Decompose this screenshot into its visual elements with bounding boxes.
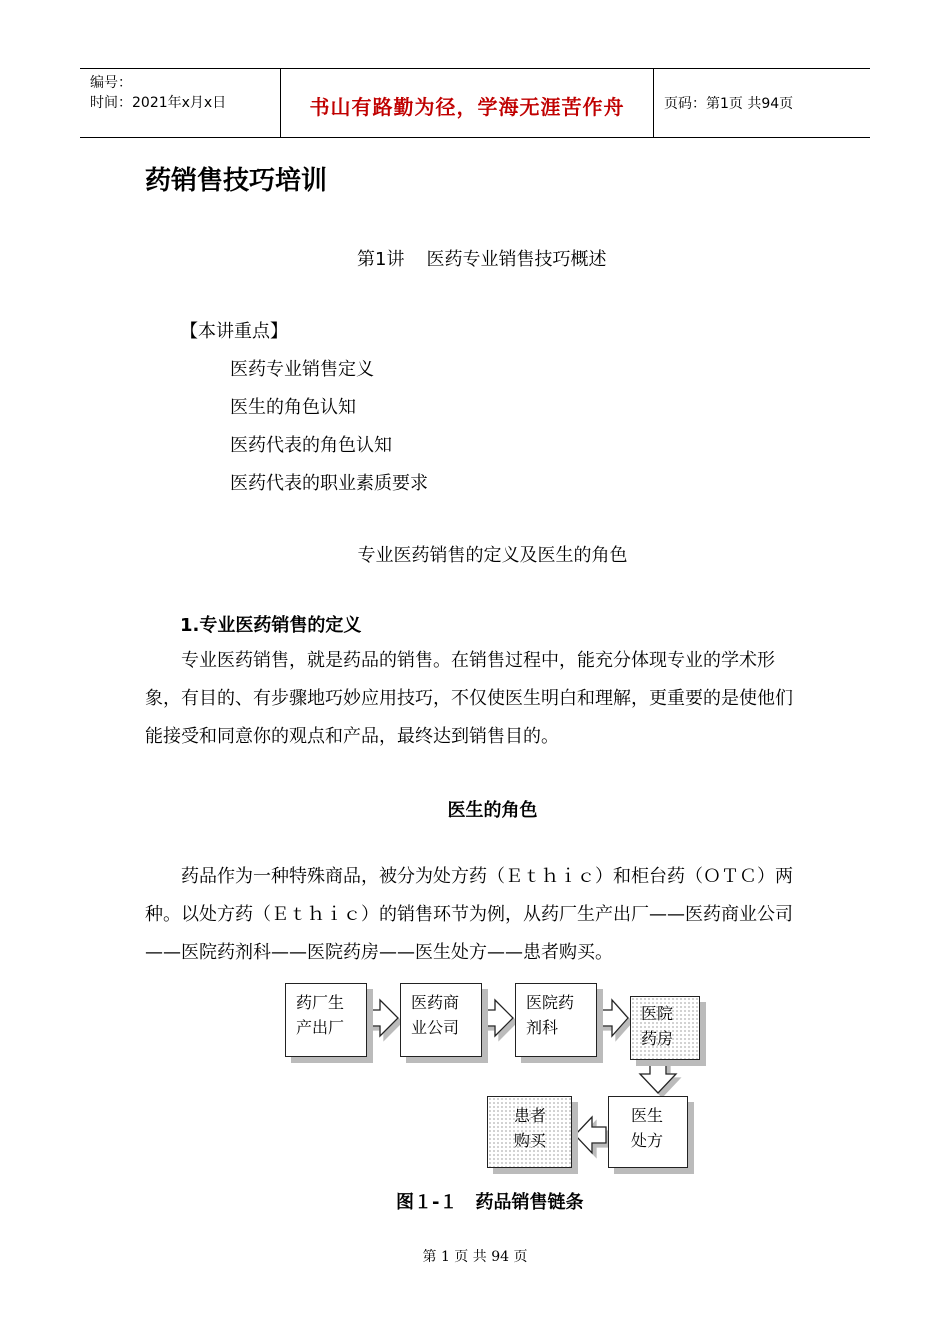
key-point-item: 医药代表的角色认知 [230,435,392,456]
left-arrow-icon [575,1117,606,1153]
definition-paragraph: 专业医药销售，就是药品的销售。在销售过程中，能充分体现专业的学术形象，有目的、有步骤地巧妙应用技巧，不仅使医生明白和理解，更重要的是使他们能接受和同意你的观点和产品，最终达到销售目的。 [145,650,793,747]
document-title: 药销售技巧培训 [145,166,328,196]
flow-box-text: 购买 [514,1131,547,1150]
figure-number: 图１-１ [396,1192,458,1213]
flow-box-prescription [608,1096,688,1168]
section-title: 专业医药销售的定义及医生的角色 [357,545,628,566]
flow-box-factory [285,983,367,1057]
key-point-item: 医生的角色认知 [230,397,356,418]
time-label: 时间：2021年x月x日 [90,95,227,111]
subsection-heading: 1.专业医药销售的定义 [180,615,362,636]
flow-box-text: 药厂生 [296,993,345,1012]
serial-label: 编号： [90,75,132,91]
figure-caption [396,1188,583,1214]
key-point-item: 医药代表的职业素质要求 [230,473,428,494]
down-arrow-icon [640,1062,676,1093]
figure-title: 药品销售链条 [475,1192,584,1213]
page-footer: 第 1 页 共 94 页 [422,1249,528,1265]
key-point-item: 医药专业销售定义 [230,359,374,380]
flow-box-pharmacy-dept [515,983,597,1057]
flow-box-text: 医生 [631,1106,664,1125]
flow-box-text: 产出厂 [296,1018,345,1037]
flow-box-patient [487,1096,572,1168]
flow-box-text: 医院药 [526,993,575,1012]
flow-box-hospital-pharmacy [630,996,700,1060]
flow-box-text: 医药商 [411,993,460,1012]
doctor-role-paragraph: 药品作为一种特殊商品，被分为处方药（Ｅｔｈｉｃ）和柜台药（ＯＴＣ）两种。以处方药（Ｅｔｈｉｃ）的销售环节为例，从药厂生产出厂——医药商业公司——医院药剂科——医院药房——医生处方——患者购买。 [145,866,793,963]
flow-box-text: 业公司 [411,1018,460,1037]
right-arrow-icon [482,1000,513,1036]
flow-box-text: 患者 [514,1106,547,1125]
page-info: 页码：第1页 共94页 [664,96,794,112]
flow-box-commercial [400,983,482,1057]
right-arrow-icon [597,1000,628,1036]
flow-box-text: 药房 [641,1029,674,1048]
flow-box-text: 剂科 [526,1018,559,1037]
right-arrow-icon [365,1000,398,1036]
lecture-name: 医药专业销售技巧概述 [426,249,607,270]
key-points-heading: 【本讲重点】 [180,321,288,342]
motto: 书山有路勤为径，学海无涯苦作舟 [309,95,625,119]
lecture-number: 第1讲 [357,249,405,270]
doctor-role-heading: 医生的角色 [447,800,538,821]
flow-box-text: 医院 [641,1004,674,1023]
flow-box-text: 处方 [631,1131,664,1150]
